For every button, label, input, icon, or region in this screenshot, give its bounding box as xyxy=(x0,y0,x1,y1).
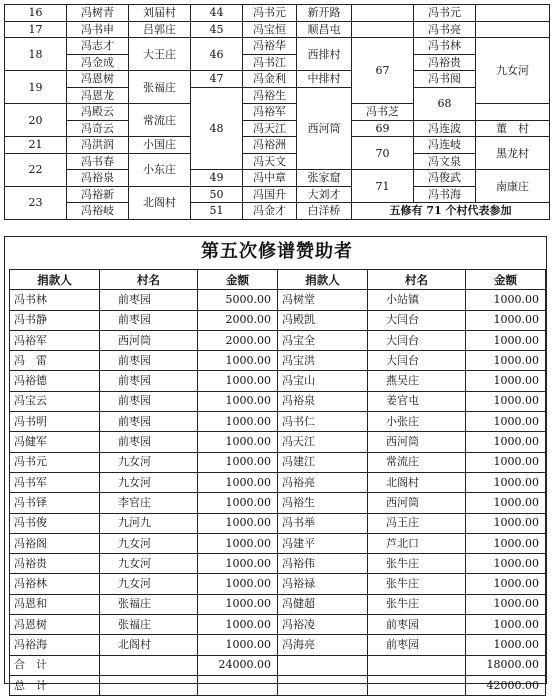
donor-amount: 1000.00 xyxy=(466,412,546,432)
donor-name: 冯宝全 xyxy=(278,330,368,350)
roster-cell: 冯书元 xyxy=(414,5,476,22)
roster-cell: 68 xyxy=(414,87,476,120)
donor-amount: 1000.00 xyxy=(466,533,546,553)
roster-row xyxy=(5,137,550,154)
donor-amount: 1000.00 xyxy=(198,493,278,513)
donor-village: 李官庄 xyxy=(100,493,198,513)
donor-amount: 1000.00 xyxy=(198,412,278,432)
donor-table xyxy=(9,269,546,696)
donor-village: 九女河 xyxy=(100,574,198,594)
donor-amount: 1000.00 xyxy=(198,432,278,452)
header-donor: 捐款人 xyxy=(278,270,368,290)
donor-row xyxy=(10,513,546,533)
roster-cell: 冯金利 xyxy=(243,71,297,88)
donor-name: 冯裕泉 xyxy=(278,391,368,411)
donor-village: 张福庄 xyxy=(100,615,198,635)
donor-village: 常流庄 xyxy=(368,452,466,472)
donor-village: 燕吴庄 xyxy=(368,371,466,391)
roster-row xyxy=(5,54,550,71)
roster-cell: 冯天文 xyxy=(243,153,297,170)
total-empty xyxy=(198,675,278,695)
donor-amount: 1000.00 xyxy=(198,635,278,655)
donor-village: 北阁村 xyxy=(100,635,198,655)
donor-name: 冯健超 xyxy=(278,594,368,614)
roster-cell: 冯连岐 xyxy=(414,137,476,154)
donor-row xyxy=(10,290,546,310)
donor-row xyxy=(10,310,546,330)
donor-amount: 1000.00 xyxy=(466,493,546,513)
subtotal-label: 合 计 xyxy=(10,655,100,675)
roster-cell: 冯天江 xyxy=(243,120,297,137)
donor-name: 冯裕德 xyxy=(10,371,100,391)
donor-amount: 1000.00 xyxy=(466,594,546,614)
donor-village: 前枣园 xyxy=(100,412,198,432)
roster-summary-note: 五修有 71 个村代表参加 xyxy=(352,203,550,220)
roster-cell: 冯国升 xyxy=(243,186,297,203)
roster-cell: 44 xyxy=(191,5,243,22)
donor-amount: 1000.00 xyxy=(198,554,278,574)
donor-village: 芦北口 xyxy=(368,533,466,553)
roster-cell: 21 xyxy=(5,137,67,154)
roster-cell: 冯裕泉 xyxy=(67,170,129,187)
donor-name: 冯恩树 xyxy=(10,615,100,635)
roster-cell: 冯裕生 xyxy=(243,87,297,104)
donor-amount: 1000.00 xyxy=(466,513,546,533)
donor-name: 冯树堂 xyxy=(278,290,368,310)
donor-amount: 1000.00 xyxy=(466,635,546,655)
roster-cell: 冯裕洲 xyxy=(243,137,297,154)
donor-name: 冯书静 xyxy=(10,310,100,330)
donor-amount: 1000.00 xyxy=(198,615,278,635)
donor-amount: 1000.00 xyxy=(198,351,278,371)
donor-village: 前枣园 xyxy=(100,371,198,391)
roster-cell: 70 xyxy=(352,137,414,170)
roster-cell: 冯书阅 xyxy=(414,71,476,88)
donor-row xyxy=(10,351,546,371)
donor-amount: 1000.00 xyxy=(198,594,278,614)
roster-cell: 张家窟 xyxy=(297,170,352,187)
roster-row xyxy=(5,120,550,137)
donor-amount: 5000.00 xyxy=(198,290,278,310)
donor-amount: 1000.00 xyxy=(466,574,546,594)
donor-name: 冯书俊 xyxy=(10,513,100,533)
donor-village: 前枣园 xyxy=(100,290,198,310)
roster-row xyxy=(5,153,550,170)
total-amount: 42000.00 xyxy=(466,675,546,695)
donor-village: 九女河 xyxy=(100,533,198,553)
roster-cell xyxy=(476,21,550,38)
donor-name: 冯恩和 xyxy=(10,594,100,614)
donor-row xyxy=(10,574,546,594)
donor-name: 冯裕军 xyxy=(10,330,100,350)
roster-cell: 冯连波 xyxy=(414,120,476,137)
roster-cell: 51 xyxy=(191,203,243,220)
subtotal-row xyxy=(10,655,546,675)
donor-name: 冯裕禄 xyxy=(278,574,368,594)
donor-name: 冯书明 xyxy=(10,412,100,432)
donor-village: 张福庄 xyxy=(100,594,198,614)
roster-cell: 大刘才 xyxy=(297,186,352,203)
roster-cell: 白洋桥 xyxy=(297,203,352,220)
roster-cell: 南康庄 xyxy=(476,170,550,203)
donor-name: 冯 雷 xyxy=(10,351,100,371)
roster-cell: 新开路 xyxy=(297,5,352,22)
roster-cell: 冯志才 xyxy=(67,38,129,55)
header-donor: 捐款人 xyxy=(10,270,100,290)
donor-village: 姜官屯 xyxy=(368,391,466,411)
roster-row xyxy=(5,170,550,187)
donor-village: 前枣园 xyxy=(100,351,198,371)
donor-name: 冯海亮 xyxy=(278,635,368,655)
donor-village: 前枣园 xyxy=(368,615,466,635)
roster-cell: 小东庄 xyxy=(129,153,191,186)
roster-cell: 冯洪润 xyxy=(67,137,129,154)
roster-row xyxy=(5,71,550,88)
donor-name: 冯建平 xyxy=(278,533,368,553)
roster-row xyxy=(5,87,550,104)
roster-cell: 67 xyxy=(352,38,414,104)
roster-cell: 刘届村 xyxy=(129,5,191,22)
roster-cell: 冯俊武 xyxy=(414,170,476,187)
donor-name: 冯裕凌 xyxy=(278,615,368,635)
donor-village: 西河筒 xyxy=(368,432,466,452)
roster-cell: 中排村 xyxy=(297,71,352,88)
donor-name: 冯裕阁 xyxy=(10,533,100,553)
roster-cell: 冯书芝 xyxy=(352,104,414,121)
donor-amount: 1000.00 xyxy=(466,290,546,310)
roster-cell: 冯树青 xyxy=(67,5,129,22)
donor-village: 前枣园 xyxy=(100,391,198,411)
total-empty xyxy=(278,675,368,695)
donor-name: 冯裕伟 xyxy=(278,554,368,574)
donor-village: 冯王庄 xyxy=(368,513,466,533)
donor-amount: 1000.00 xyxy=(466,472,546,492)
roster-cell: 22 xyxy=(5,153,67,186)
representative-roster-table xyxy=(4,4,550,220)
donor-village: 小张庄 xyxy=(368,412,466,432)
donor-row xyxy=(10,412,546,432)
roster-cell: 冯恩树 xyxy=(67,71,129,88)
header-amount: 金额 xyxy=(466,270,546,290)
roster-cell: 冯书林 xyxy=(414,38,476,55)
roster-cell: 西排村 xyxy=(297,38,352,71)
donor-name: 冯书林 xyxy=(10,290,100,310)
donor-village: 张牛庄 xyxy=(368,574,466,594)
donor-amount: 1000.00 xyxy=(198,574,278,594)
roster-cell: 20 xyxy=(5,104,67,137)
donor-row xyxy=(10,615,546,635)
donor-amount: 2000.00 xyxy=(198,330,278,350)
donor-village: 小站镇 xyxy=(368,290,466,310)
subtotal-empty xyxy=(100,655,198,675)
roster-cell: 冯金才 xyxy=(243,203,297,220)
roster-cell xyxy=(352,21,414,38)
donor-name: 冯天江 xyxy=(278,432,368,452)
roster-row xyxy=(5,5,550,22)
header-village: 村名 xyxy=(100,270,198,290)
subtotal-empty xyxy=(278,655,368,675)
donor-village: 九女河 xyxy=(100,452,198,472)
roster-cell: 冯书海 xyxy=(414,186,476,203)
donor-village: 前枣园 xyxy=(368,635,466,655)
donor-village: 大闫台 xyxy=(368,351,466,371)
donor-name: 冯书铎 xyxy=(10,493,100,513)
total-label: 总 计 xyxy=(10,675,100,695)
roster-cell: 16 xyxy=(5,5,67,22)
roster-cell: 黑龙村 xyxy=(476,137,550,170)
roster-cell: 46 xyxy=(191,38,243,71)
donor-amount: 1000.00 xyxy=(198,472,278,492)
donor-amount: 1000.00 xyxy=(198,533,278,553)
header-amount: 金额 xyxy=(198,270,278,290)
total-empty xyxy=(100,675,198,695)
donor-name: 冯裕海 xyxy=(10,635,100,655)
roster-row xyxy=(5,186,550,203)
total-empty xyxy=(368,675,466,695)
donor-row xyxy=(10,533,546,553)
roster-cell: 冯恩龙 xyxy=(67,87,129,104)
roster-row xyxy=(5,203,550,220)
subtotal-right-amount: 18000.00 xyxy=(466,655,546,675)
roster-cell: 48 xyxy=(191,87,243,170)
roster-cell: 50 xyxy=(191,186,243,203)
donor-village: 大闫台 xyxy=(368,310,466,330)
donor-amount: 1000.00 xyxy=(466,371,546,391)
donor-name: 冯裕亮 xyxy=(278,472,368,492)
donor-name: 冯书举 xyxy=(278,513,368,533)
total-row xyxy=(10,675,546,695)
roster-cell: 冯书申 xyxy=(67,21,129,38)
roster-cell: 49 xyxy=(191,170,243,187)
donor-village: 西河筒 xyxy=(100,330,198,350)
donor-amount: 1000.00 xyxy=(466,391,546,411)
donor-row xyxy=(10,452,546,472)
roster-cell: 冯裕华 xyxy=(243,38,297,55)
donor-amount: 1000.00 xyxy=(466,432,546,452)
roster-cell: 冯宝恒 xyxy=(243,21,297,38)
roster-cell: 17 xyxy=(5,21,67,38)
roster-cell: 北阁村 xyxy=(129,186,191,219)
roster-cell xyxy=(352,5,414,22)
roster-cell: 小国庄 xyxy=(129,137,191,154)
roster-cell: 23 xyxy=(5,186,67,219)
roster-cell: 冯书春 xyxy=(67,153,129,170)
roster-cell: 冯书元 xyxy=(243,5,297,22)
donor-amount: 1000.00 xyxy=(466,330,546,350)
roster-row xyxy=(5,38,550,55)
donor-name: 冯殿凯 xyxy=(278,310,368,330)
roster-cell: 冯裕岐 xyxy=(67,203,129,220)
donor-name: 冯书仁 xyxy=(278,412,368,432)
roster-cell: 冯殿云 xyxy=(67,104,129,121)
roster-cell: 69 xyxy=(352,120,414,137)
donor-row xyxy=(10,594,546,614)
roster-cell: 71 xyxy=(352,170,414,203)
donor-village: 九河九 xyxy=(100,513,198,533)
roster-cell: 大王庄 xyxy=(129,38,191,71)
donor-amount: 1000.00 xyxy=(198,391,278,411)
donor-amount: 2000.00 xyxy=(198,310,278,330)
donor-name: 冯裕林 xyxy=(10,574,100,594)
donor-village: 张牛庄 xyxy=(368,594,466,614)
roster-cell: 冯书江 xyxy=(243,54,297,71)
donor-name: 冯书军 xyxy=(10,472,100,492)
donor-village: 九女河 xyxy=(100,472,198,492)
donor-row xyxy=(10,554,546,574)
donor-name: 冯书元 xyxy=(10,452,100,472)
donor-village: 西河筒 xyxy=(368,493,466,513)
roster-cell: 冯裕新 xyxy=(67,186,129,203)
roster-cell: 冯奇云 xyxy=(67,120,129,137)
donor-amount: 1000.00 xyxy=(198,371,278,391)
roster-cell: 冯书亮 xyxy=(414,21,476,38)
donor-amount: 1000.00 xyxy=(198,452,278,472)
donor-village: 前枣园 xyxy=(100,310,198,330)
roster-cell: 西河筒 xyxy=(297,87,352,170)
roster-cell: 45 xyxy=(191,21,243,38)
donor-village: 大闫台 xyxy=(368,330,466,350)
roster-cell xyxy=(476,5,550,22)
roster-cell: 19 xyxy=(5,71,67,104)
header-village: 村名 xyxy=(368,270,466,290)
donor-village: 前枣园 xyxy=(100,432,198,452)
donor-village: 张牛庄 xyxy=(368,554,466,574)
donor-amount: 1000.00 xyxy=(466,351,546,371)
donor-amount: 1000.00 xyxy=(466,452,546,472)
roster-cell: 冯文泉 xyxy=(414,153,476,170)
donor-row xyxy=(10,371,546,391)
donor-village: 九女河 xyxy=(100,554,198,574)
donor-name: 冯宝山 xyxy=(278,371,368,391)
roster-cell: 47 xyxy=(191,71,243,88)
subtotal-empty xyxy=(368,655,466,675)
roster-row xyxy=(5,21,550,38)
donor-amount: 1000.00 xyxy=(466,310,546,330)
roster-cell: 冯裕军 xyxy=(243,104,297,121)
donor-header-row xyxy=(10,270,546,290)
roster-cell: 吕郭庄 xyxy=(129,21,191,38)
roster-cell: 18 xyxy=(5,38,67,71)
donor-row xyxy=(10,635,546,655)
roster-cell: 张福庄 xyxy=(129,71,191,104)
donor-row xyxy=(10,432,546,452)
roster-cell: 冯裕贵 xyxy=(414,54,476,71)
roster-cell: 九女河 xyxy=(476,38,550,104)
donor-amount: 1000.00 xyxy=(198,513,278,533)
donor-name: 冯健军 xyxy=(10,432,100,452)
roster-cell: 冯中章 xyxy=(243,170,297,187)
donor-village: 北阁村 xyxy=(368,472,466,492)
donor-name: 冯裕生 xyxy=(278,493,368,513)
subtotal-left-amount: 24000.00 xyxy=(198,655,278,675)
donor-row xyxy=(10,330,546,350)
donor-name: 冯建江 xyxy=(278,452,368,472)
donor-row xyxy=(10,391,546,411)
donor-amount: 1000.00 xyxy=(466,554,546,574)
donor-section-title: 第五次修谱赞助者 xyxy=(201,241,353,262)
roster-cell: 董 村 xyxy=(476,120,550,137)
donor-name: 冯裕贵 xyxy=(10,554,100,574)
roster-cell: 冯金成 xyxy=(67,54,129,71)
donor-name: 冯宝洪 xyxy=(278,351,368,371)
roster-cell: 常流庄 xyxy=(129,104,191,137)
donor-row xyxy=(10,493,546,513)
roster-cell: 顺昌屯 xyxy=(297,21,352,38)
donor-name: 冯宝云 xyxy=(10,391,100,411)
donor-amount: 1000.00 xyxy=(466,615,546,635)
donor-row xyxy=(10,472,546,492)
